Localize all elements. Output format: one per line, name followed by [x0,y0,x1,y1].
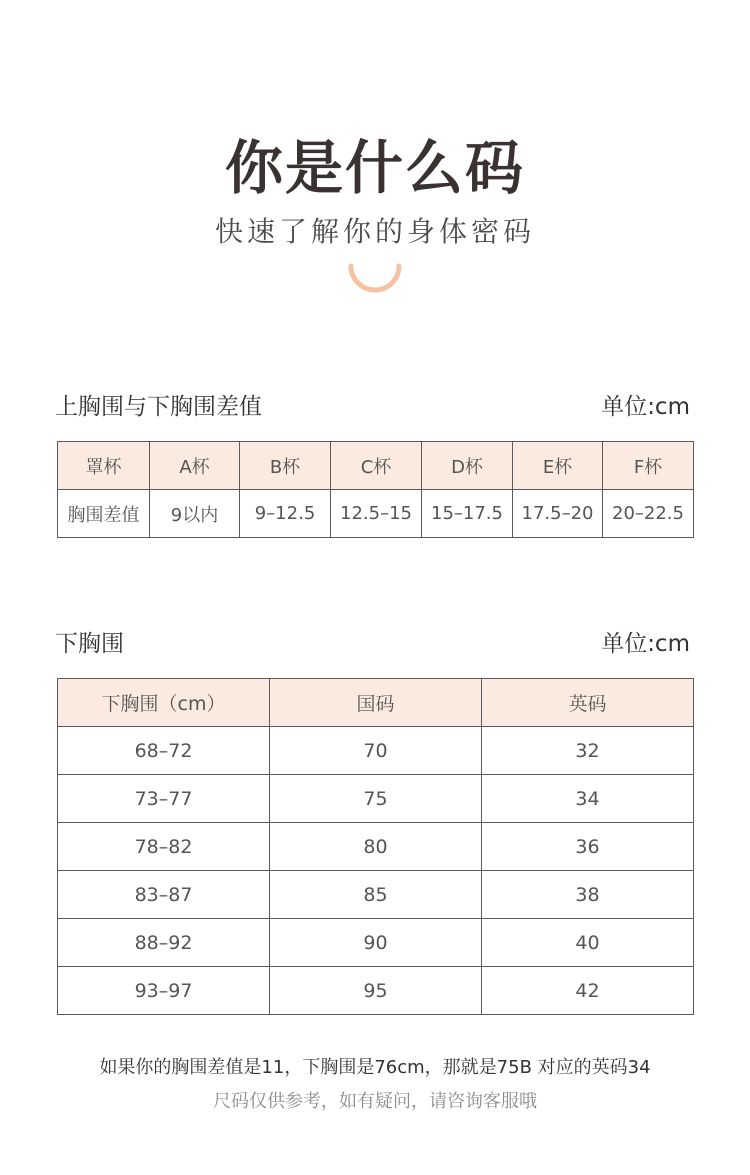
table-header-cell: 罩杯 [58,442,150,490]
table-cell: 42 [482,967,694,1015]
table-cell: 78–82 [58,823,270,871]
page-title: 你是什么码 [224,134,525,202]
table-header-cell: B杯 [240,442,331,490]
table-row [58,775,694,823]
table-header-cell: 下胸围（cm） [58,679,270,727]
table-cell: 85 [270,871,482,919]
table-header-cell: C杯 [331,442,422,490]
table-header-cell: D杯 [422,442,513,490]
table-cell: 36 [482,823,694,871]
example-note: 如果你的胸围差值是11，下胸围是76cm，那就是75B 对应的英码34 [99,1057,651,1078]
smile-arc-icon [345,258,405,300]
table-row [58,919,694,967]
table-cell: 20–22.5 [603,490,694,538]
table-cell: 12.5–15 [331,490,422,538]
table-header-cell: 英码 [482,679,694,727]
page-subtitle: 快速了解你的身体密码 [214,215,535,248]
table-cell: 34 [482,775,694,823]
table-row [58,490,694,538]
table-cell: 40 [482,919,694,967]
table-header-cell: A杯 [150,442,240,490]
table-cell: 68–72 [58,727,270,775]
table-cell: 80 [270,823,482,871]
disclaimer-note: 尺码仅供参考，如有疑问，请咨询客服哦 [213,1091,537,1112]
table-row [58,823,694,871]
table-cell: 70 [270,727,482,775]
table-header-row [58,679,694,727]
table-cell: 95 [270,967,482,1015]
band-section-title: 下胸围 [55,631,124,657]
table-header-cell: F杯 [603,442,694,490]
table-cell: 90 [270,919,482,967]
table-cell: 9以内 [150,490,240,538]
table-cell: 93–97 [58,967,270,1015]
table-cell: 15–17.5 [422,490,513,538]
band-size-table [57,678,694,1015]
table-header-cell: E杯 [513,442,603,490]
table-cell: 75 [270,775,482,823]
table-cell: 9–12.5 [240,490,331,538]
table-row [58,967,694,1015]
cup-difference-table [57,441,694,538]
table-cell: 83–87 [58,871,270,919]
table-cell: 38 [482,871,694,919]
table-cell: 胸围差值 [58,490,150,538]
table-header-cell: 国码 [270,679,482,727]
table-header-row [58,442,694,490]
table-cell: 88–92 [58,919,270,967]
table-cell: 17.5–20 [513,490,603,538]
table-cell: 32 [482,727,694,775]
table-row [58,727,694,775]
table-cell: 73–77 [58,775,270,823]
band-section-unit: 单位:cm [601,631,690,657]
cup-section-title: 上胸围与下胸围差值 [55,394,262,420]
cup-section-unit: 单位:cm [601,394,690,420]
table-row [58,871,694,919]
